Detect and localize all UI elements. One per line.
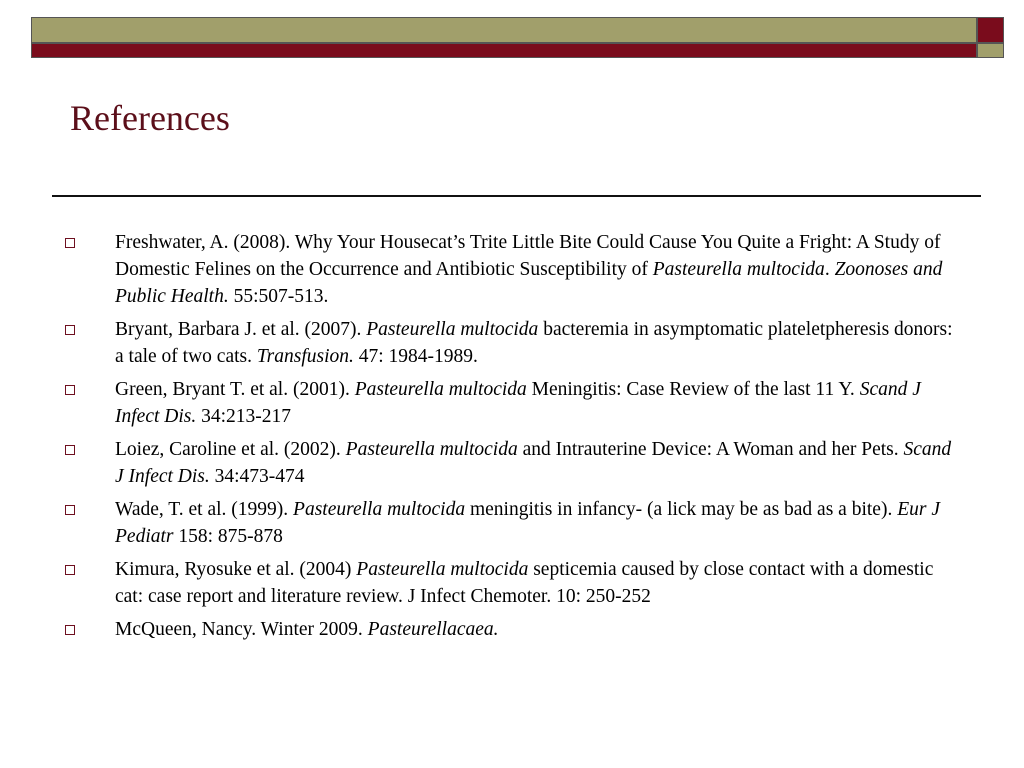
reference-text: 47: 1984-1989. (353, 346, 478, 367)
reference-text: Meningitis: Case Review of the last 11 Y. (526, 379, 860, 400)
reference-list (0, 229, 1024, 649)
square-bullet-icon (65, 565, 75, 575)
reference-item (0, 616, 1024, 643)
reference-item (0, 556, 1024, 610)
header-band-olive (31, 17, 977, 43)
reference-italic-text: Scand J Infect Dis. (115, 439, 952, 487)
square-bullet-icon (65, 238, 75, 248)
square-bullet-icon (65, 445, 75, 455)
square-bullet-icon (65, 385, 75, 395)
reference-text: Freshwater, A. (2008). Why Your Housecat’s Trite Little Bite Could Cause You Quite a Fright: A Study of Domestic Felines on the Occurrence and Antibiotic Susceptibility of (115, 232, 941, 280)
reference-text: and Intrauterine Device: A Woman and her Pets. (517, 439, 904, 460)
reference-text: Loiez, Caroline et al. (2002). (115, 439, 346, 460)
reference-item (0, 436, 1024, 490)
square-bullet-icon (65, 505, 75, 515)
reference-text: bacteremia in asymptomatic plateletpheresis donors: a tale of two cats. (115, 319, 953, 367)
reference-text: 55:507-513. (228, 286, 329, 307)
reference-text: Green, Bryant T. et al. (2001). (115, 379, 355, 400)
reference-italic-text: Pasteurella multocida (652, 259, 825, 280)
reference-item (0, 496, 1024, 550)
reference-text: McQueen, Nancy. Winter 2009. (115, 619, 368, 640)
reference-italic-text: Pasteurella multocida (293, 499, 466, 520)
reference-item (0, 376, 1024, 430)
reference-text: Kimura, Ryosuke et al. (2004) (115, 559, 357, 580)
reference-text: septicemia caused by close contact with a domestic cat: case report and literature review. J Infect Chemoter. 10: 250-252 (115, 559, 934, 607)
reference-text: 34:473-474 (209, 466, 305, 487)
reference-italic-text: Pasteurellacaea. (367, 619, 499, 640)
title-divider (52, 195, 981, 197)
corner-square-maroon (977, 17, 1004, 43)
reference-text: 158: 875-878 (173, 526, 283, 547)
reference-text: . (824, 259, 835, 280)
corner-square-olive (977, 43, 1004, 58)
reference-italic-text: Pasteurella multocida (354, 379, 527, 400)
square-bullet-icon (65, 325, 75, 335)
reference-text: Bryant, Barbara J. et al. (2007). (115, 319, 367, 340)
reference-italic-text: Eur J Pediatr (115, 499, 940, 547)
reference-item (0, 316, 1024, 370)
reference-italic-text: Pasteurella multocida (366, 319, 539, 340)
reference-italic-text: Transfusion. (256, 346, 354, 367)
reference-italic-text: Zoonoses and Public Health. (115, 259, 943, 307)
header-band-maroon (31, 43, 977, 58)
reference-text: 34:213-217 (196, 406, 292, 427)
reference-item (0, 229, 1024, 310)
square-bullet-icon (65, 625, 75, 635)
reference-text: Wade, T. et al. (1999). (115, 499, 294, 520)
slide-title: References (70, 98, 230, 138)
reference-italic-text: Scand J Infect Dis. (115, 379, 921, 427)
reference-italic-text: Pasteurella multocida (345, 439, 518, 460)
reference-text: meningitis in infancy- (a lick may be as bad as a bite). (465, 499, 898, 520)
reference-italic-text: Pasteurella multocida (356, 559, 529, 580)
